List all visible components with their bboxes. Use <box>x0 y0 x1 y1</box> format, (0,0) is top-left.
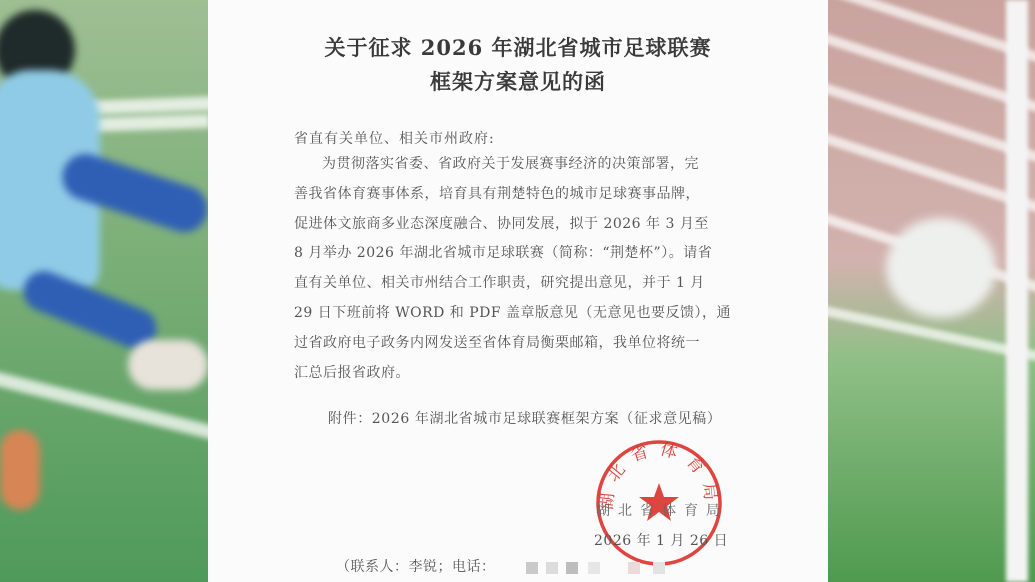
document-body <box>294 150 764 388</box>
redacted-phone-block <box>653 562 665 574</box>
body-line: 直有关单位、相关市州结合工作职责，研究提出意见，并于 1 月 <box>294 275 705 292</box>
body-line: 过省政府电子政务内网发送至省体育局衡栗邮箱，我单位将统一 <box>294 334 700 351</box>
body-line: 善我省体育赛事体系，培育具有荆楚特色的城市足球赛事品牌， <box>294 185 700 202</box>
body-line: 促进体文旅商多业态深度融合、协同发展，拟于 2026 年 3 月至 <box>294 215 709 232</box>
body-line: 29 日下班前将 WORD 和 PDF 盖章版意见（无意见也要反馈），通 <box>294 304 732 321</box>
blurred-photo-left <box>0 0 208 582</box>
attachment-line: 附件：2026 年湖北省城市足球联赛框架方案（征求意见稿） <box>328 411 722 427</box>
body-line: 汇总后报省政府。 <box>294 364 410 381</box>
redacted-phone-block <box>546 562 558 574</box>
issue-date: 2026 年 1 月 26 日 <box>594 533 729 549</box>
contact-line: （联系人：李锐；电话： <box>336 559 496 575</box>
redacted-phone-block <box>628 562 640 574</box>
document-title-line-2: 框架方案意见的函 <box>430 69 606 94</box>
blurred-photo-right <box>828 0 1035 582</box>
document-title-line-1: 关于征求 2026 年湖北省城市足球联赛 <box>324 35 712 60</box>
redacted-phone-block <box>526 562 538 574</box>
issuer-name: 湖北省体育局 <box>596 503 728 519</box>
body-line: 为贯彻落实省委、省政府关于发展赛事经济的决策部署，完 <box>322 156 699 172</box>
seal-text: 湖北省体育局 <box>596 439 722 511</box>
salutation: 省直有关单位、相关市州政府: <box>294 131 495 147</box>
document-page <box>208 0 828 582</box>
body-line: 8 月举办 2026 年湖北省城市足球联赛（简称：“荆楚杯”）。请省 <box>294 245 713 262</box>
redacted-phone-block <box>566 562 578 574</box>
redacted-phone-block <box>588 562 600 574</box>
